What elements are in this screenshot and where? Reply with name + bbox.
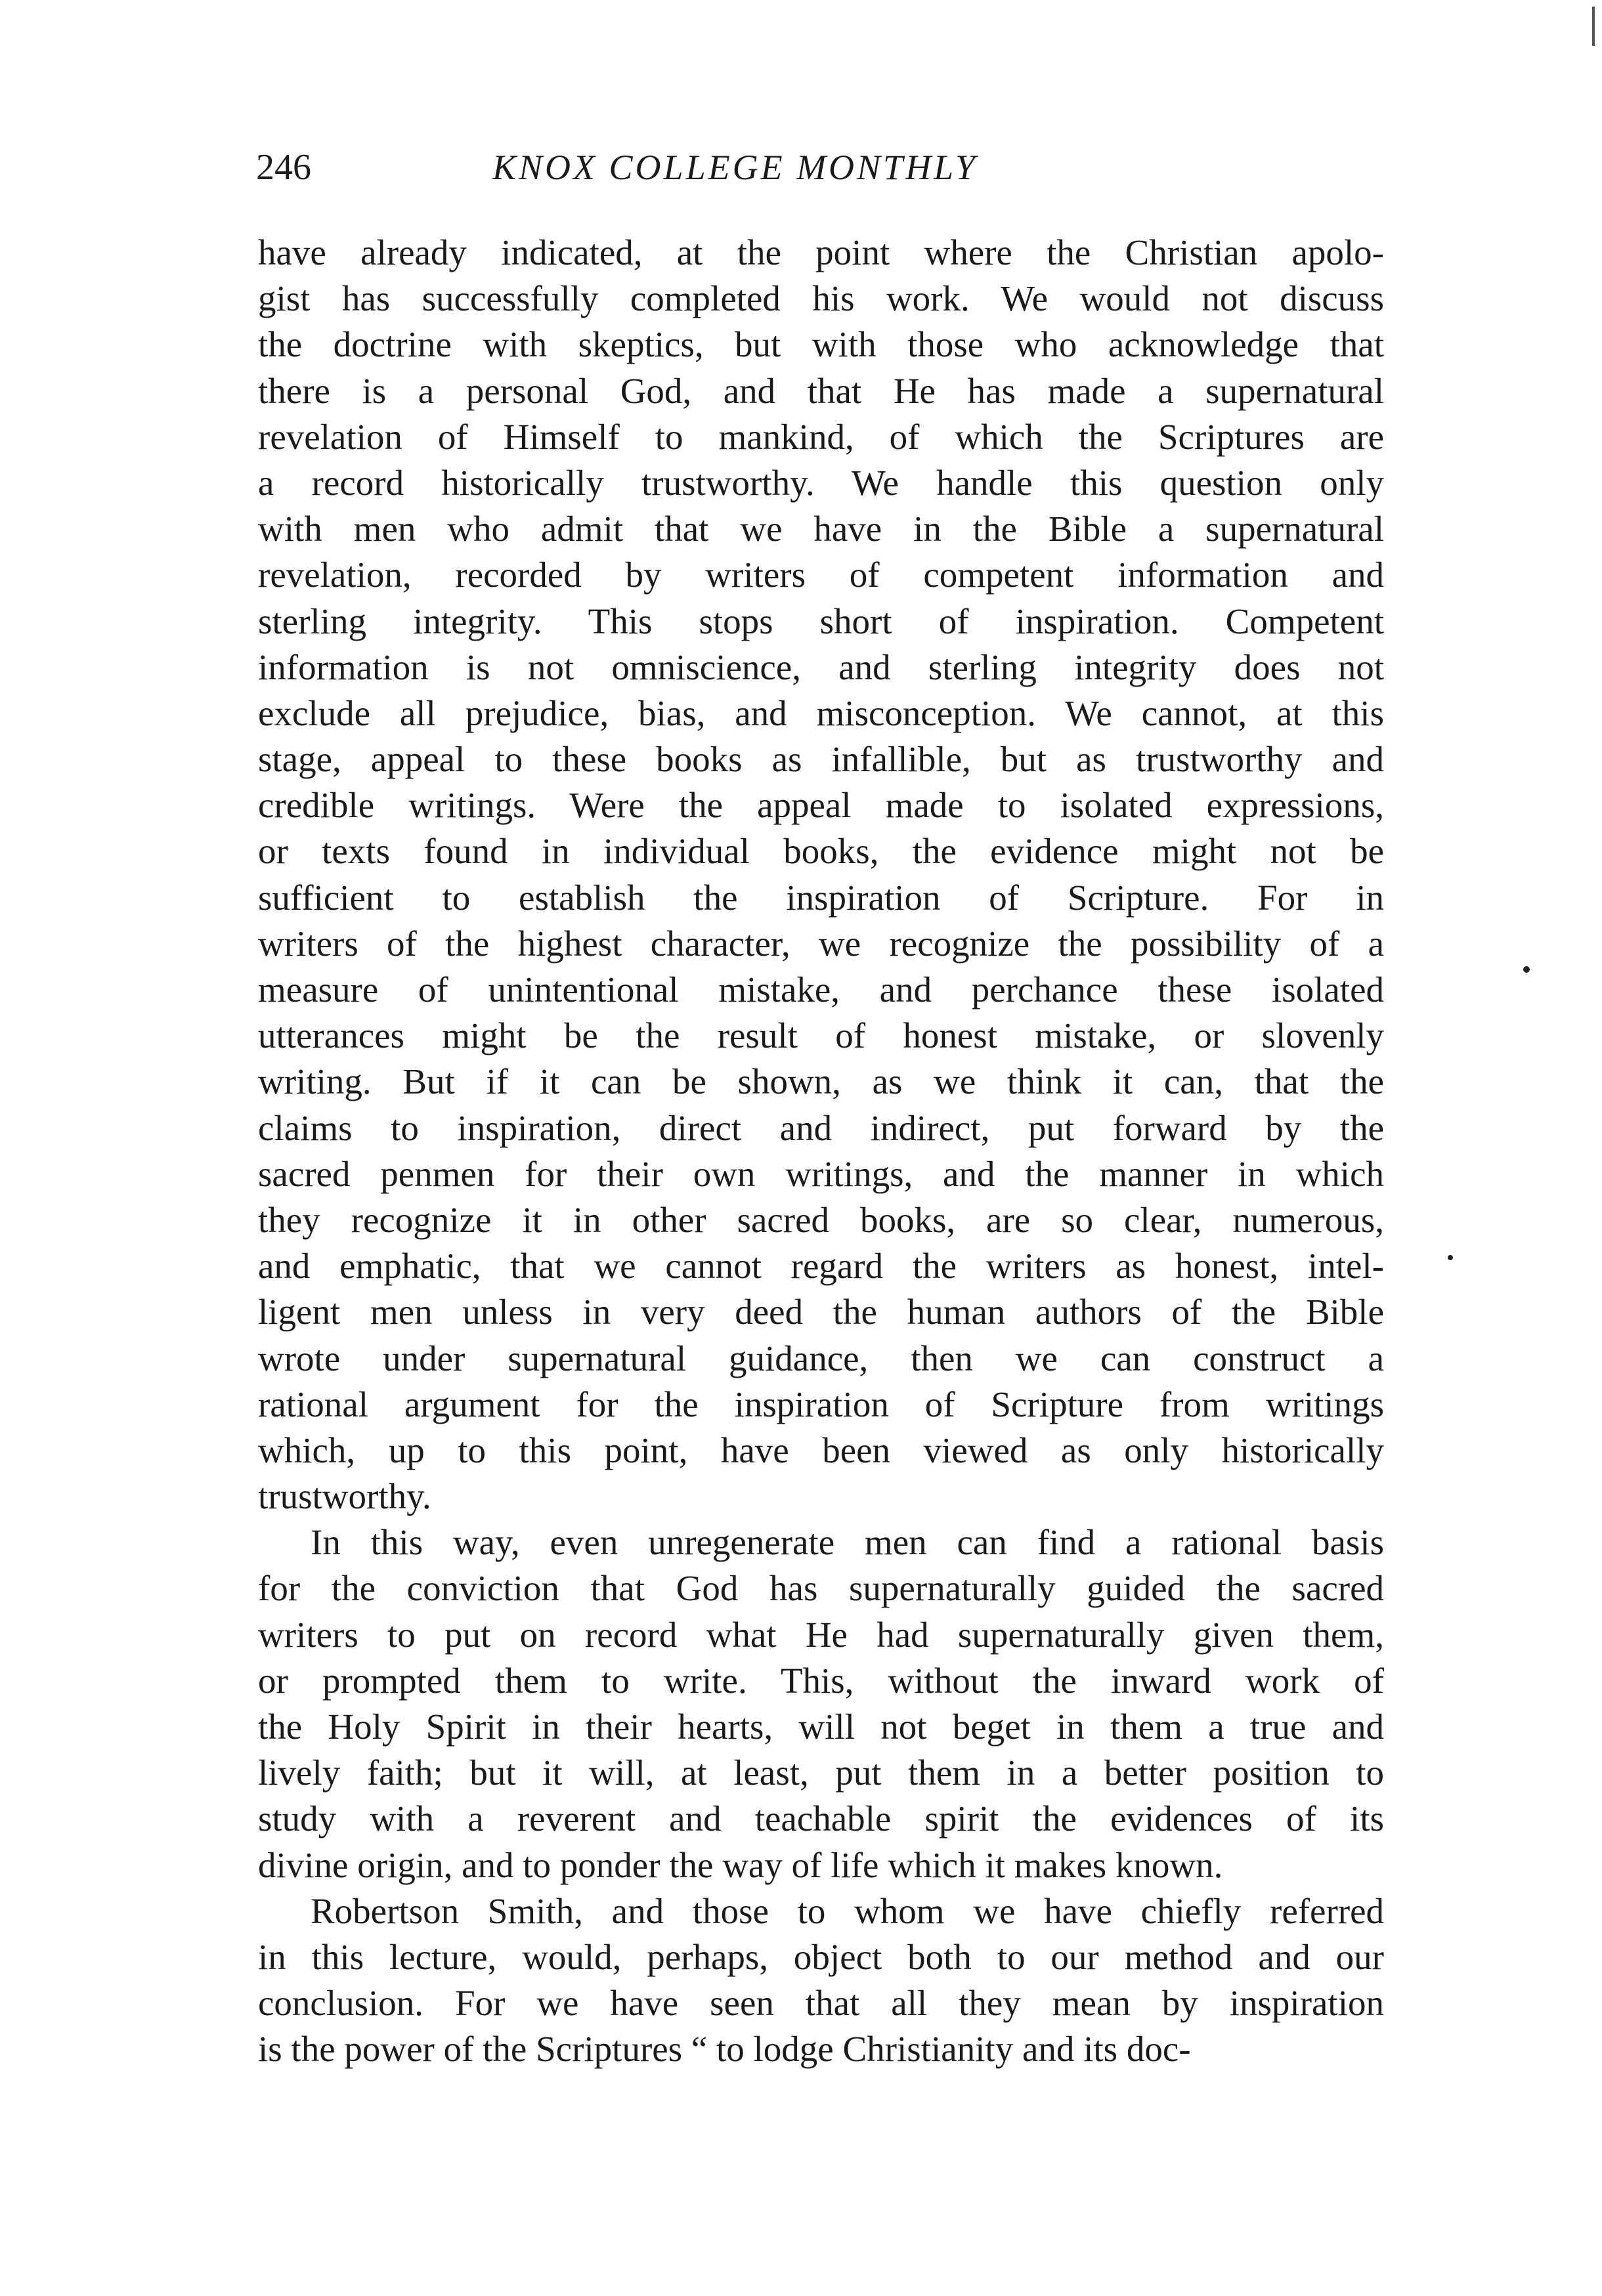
text-line: conclusion. For we have seen that all they mean by inspiration	[258, 1983, 1384, 2024]
scan-edge-mark	[1592, 7, 1595, 46]
text-line: sufficient to establish the inspiration of Scripture. For in	[258, 877, 1384, 918]
text-line: information is not omniscience, and sterling integrity does not	[258, 647, 1384, 687]
paragraph	[258, 230, 1384, 1520]
text-line: utterances might be the result of honest mistake, or slovenly	[258, 1015, 1384, 1056]
text-line: wrote under supernatural guidance, then we can construct a	[258, 1338, 1384, 1378]
text-line: Robertson Smith, and those to whom we have chiefly referred	[311, 1890, 1384, 1931]
text-line: or prompted them to write. This, without the inward work of	[258, 1660, 1384, 1701]
body-text	[258, 230, 1384, 2073]
text-line: with men who admit that we have in the Bible a supernatural	[258, 509, 1384, 549]
text-line: there is a personal God, and that He has made a supernatural	[258, 370, 1384, 411]
text-line: writing. But if it can be shown, as we think it can, that the	[258, 1061, 1384, 1102]
text-line: rational argument for the inspiration of Scripture from writings	[258, 1384, 1384, 1424]
text-line: have already indicated, at the point where the Christian apolo-	[258, 232, 1384, 272]
text-line: measure of unintentional mistake, and perchance these isolated	[258, 969, 1384, 1010]
text-line: stage, appeal to these books as infallible, but as trustworthy and	[258, 739, 1384, 780]
text-line: revelation, recorded by writers of competent information and	[258, 555, 1384, 595]
text-line: for the conviction that God has supernaturally guided the sacred	[258, 1568, 1384, 1609]
text-line: claims to inspiration, direct and indirect, put forward by the	[258, 1107, 1384, 1148]
text-line: which, up to this point, have been viewed as only historically	[258, 1430, 1384, 1470]
text-line: is the power of the Scriptures “ to lodge Christianity and its doc-	[258, 2029, 1191, 2070]
page-header	[256, 138, 1372, 197]
text-line: ligent men unless in very deed the human authors of the Bible	[258, 1292, 1384, 1332]
running-head: KNOX COLLEGE MONTHLY	[492, 148, 978, 187]
text-line: the Holy Spirit in their hearts, will not beget in them a true and	[258, 1707, 1384, 1747]
text-line: divine origin, and to ponder the way of life which it makes known.	[258, 1844, 1223, 1885]
text-line: gist has successfully completed his work. We would not discuss	[258, 278, 1384, 319]
paragraph	[258, 1520, 1384, 1888]
text-line: revelation of Himself to mankind, of which the Scriptures are	[258, 416, 1384, 457]
text-line: writers to put on record what He had supernaturally given them,	[258, 1614, 1384, 1655]
text-line: sterling integrity. This stops short of inspiration. Competent	[258, 601, 1384, 641]
text-line: credible writings. Were the appeal made to isolated expressions,	[258, 785, 1384, 826]
paragraph	[258, 1888, 1384, 2073]
scan-speck	[1523, 966, 1530, 973]
text-line: study with a reverent and teachable spirit the evidences of its	[258, 1798, 1384, 1839]
text-line: a record historically trustworthy. We handle this question only	[258, 462, 1384, 503]
text-line: sacred penmen for their own writings, and the manner in which	[258, 1153, 1384, 1194]
text-line: writers of the highest character, we recognize the possibility of a	[258, 923, 1384, 964]
text-line: exclude all prejudice, bias, and misconception. We cannot, at this	[258, 692, 1384, 733]
text-line: the doctrine with skeptics, but with those who acknowledge that	[258, 324, 1384, 365]
text-line: or texts found in individual books, the evidence might not be	[258, 831, 1384, 872]
text-line: in this lecture, would, perhaps, object both to our method and our	[258, 1936, 1384, 1977]
page-number: 246	[256, 147, 311, 188]
text-line: In this way, even unregenerate men can find a rational basis	[311, 1522, 1384, 1563]
text-line: lively faith; but it will, at least, put them in a better position to	[258, 1753, 1384, 1793]
text-line: trustworthy.	[258, 1476, 431, 1517]
scan-speck	[1448, 1255, 1453, 1260]
text-line: and emphatic, that we cannot regard the writers as honest, intel-	[258, 1246, 1384, 1286]
text-line: they recognize it in other sacred books, are so clear, numerous,	[258, 1199, 1384, 1240]
